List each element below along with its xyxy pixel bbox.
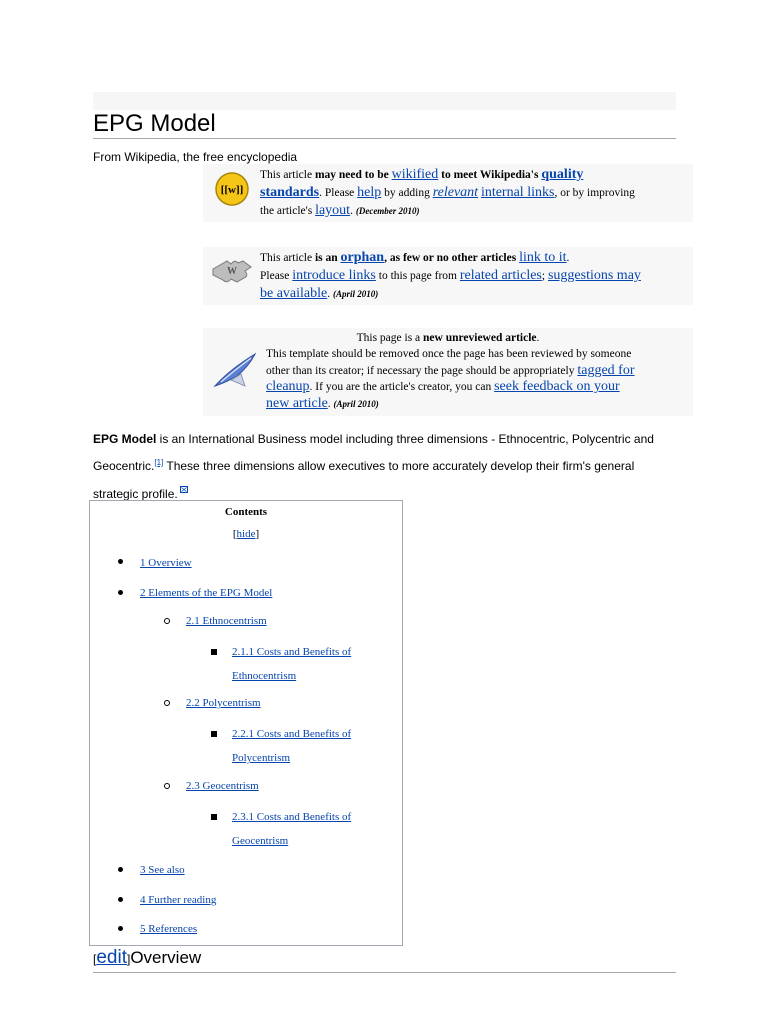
wikify-date: (December 2010) [355,206,420,216]
wikify-text-2: may need to be [314,169,392,181]
intro-text-4: strategic profile. [93,487,178,501]
related-articles-link[interactable]: related articles [459,268,542,283]
top-bar [93,92,676,110]
edit-close-bracket: ] [126,952,131,966]
be-available-link[interactable]: be available [260,286,328,301]
toc-item-polycentrism[interactable]: 2.2 Polycentrism [186,697,261,709]
external-link-icon[interactable] [180,478,188,501]
toc-item-overview[interactable]: 1 Overview [140,557,192,569]
toc-item-geocentrism[interactable]: 2.3 Geocentrism [186,780,259,792]
tagged-for-link[interactable]: tagged for [577,362,635,378]
toc-bullet [164,783,170,789]
wikify-text-5: by adding [381,187,433,199]
wikify-text-7: the article's [260,205,316,217]
toc-item-geo-costs[interactable]: 2.3.1 Costs and Benefits of [232,811,352,823]
orphan-text-2: is an [314,252,341,264]
toc-bullet [211,649,217,655]
toc-item-poly-costs-cont[interactable]: Polycentrism [232,752,291,764]
toc-item-further-reading[interactable]: 4 Further reading [140,894,217,906]
new-article-notice [203,328,693,416]
orphan-text-5: Please [260,270,293,282]
seek-feedback-link[interactable]: seek feedback on your [494,379,620,394]
toc-bullet [118,867,123,872]
svg-text:W: W [227,266,237,277]
new-article-head-3: . [536,332,540,344]
toc-hide-link[interactable]: hide [236,528,256,540]
intro-paragraph [93,428,683,506]
puzzle-icon [209,255,255,287]
edit-link[interactable]: edit [96,947,127,968]
intro-text-3: These three dimensions allow executives to more accurately develop their firm's general [163,459,635,473]
orphan-text-1: This article [260,252,315,264]
page-title: EPG Model [93,110,676,139]
toc-bullet [164,700,170,706]
new-article-line-1: This template should be removed once the page has been reviewed by someone [266,348,632,360]
svg-text:[[w]]: [[w]] [220,184,244,196]
toc-item-geo-costs-cont[interactable]: Geocentrism [232,835,289,847]
help-link[interactable]: help [357,185,382,200]
standards-link[interactable]: standards [260,185,320,200]
orphan-date: (April 2010) [333,289,379,299]
intro-text-1: is an International Business model including three dimensions - Ethnocentric, Polycentric and [156,432,654,446]
wikify-text-6: , or by improving [554,187,635,199]
toc-hide-toggle [90,528,402,540]
orphan-text-7: ; [541,270,548,282]
orphan-link[interactable]: orphan [340,250,385,265]
link-to-it-link[interactable]: link to it [519,250,567,265]
toc-item-references[interactable]: 5 References [140,923,198,935]
toc-item-poly-costs[interactable]: 2.2.1 Costs and Benefits of [232,728,352,740]
toc-bullet [211,731,217,737]
orphan-text-6: to this page from [375,270,460,282]
new-article-head-1: This page is a [356,332,424,344]
toc-item-see-also[interactable]: 3 See also [140,864,185,876]
section-heading-overview [93,944,676,973]
wikified-link[interactable]: wikified [391,167,439,182]
intro-text-2: Geocentric. [93,459,155,473]
wikify-text-1: This article [260,169,315,181]
orphan-text-8: . [327,288,331,300]
toc-hide-open: [ [232,528,237,540]
table-of-contents [89,500,403,946]
intro-bold: EPG Model [93,432,157,446]
suggestions-link[interactable]: suggestions may [547,268,641,283]
new-article-line-2: other than its creator; if necessary the page should be appropriately [266,364,578,377]
toc-item-ethno-costs-cont[interactable]: Ethnocentrism [232,670,297,682]
page-subtitle: From Wikipedia, the free encyclopedia [93,150,298,164]
wikify-icon [215,172,249,206]
quill-icon [211,350,263,390]
relevant-link[interactable]: relevant [432,185,479,200]
cleanup-link[interactable]: cleanup [266,379,310,394]
new-article-line-3: . If you are the article's creator, you can [309,381,495,393]
new-article-head-2: new unreviewed article [423,332,537,344]
new-article-date: (April 2010) [333,398,379,409]
toc-bullet [118,590,123,595]
reference-link[interactable]: [1] [154,458,164,467]
toc-bullet [118,897,123,902]
toc-bullet [164,618,170,624]
toc-item-ethnocentrism[interactable]: 2.1 Ethnocentrism [186,615,267,627]
wikify-text-3: to meet Wikipedia's [438,169,542,181]
toc-bullet [118,926,123,931]
toc-item-ethno-costs[interactable]: 2.1.1 Costs and Benefits of [232,646,352,658]
toc-bullet [211,814,217,820]
new-article-link[interactable]: new article [266,395,328,411]
toc-item-elements[interactable]: 2 Elements of the EPG Model [140,587,273,599]
introduce-links-link[interactable]: introduce links [292,268,376,283]
orphan-text-4: . [566,252,570,264]
layout-link[interactable]: layout [315,203,351,218]
wikify-text-4: . Please [319,187,358,199]
wikify-text-8: . [350,205,353,217]
section-title: Overview [130,948,202,967]
new-article-line-4: . [327,397,331,410]
wikify-notice [203,164,693,222]
orphan-notice [203,247,693,305]
toc-title: Contents [224,506,268,518]
edit-open-bracket: [ [93,952,97,966]
orphan-text-3: , as few or no other articles [384,252,520,264]
internal-links-link[interactable]: internal links [480,185,555,200]
toc-hide-close: ] [255,528,260,540]
toc-bullet [118,559,123,564]
quality-link[interactable]: quality [541,167,584,182]
